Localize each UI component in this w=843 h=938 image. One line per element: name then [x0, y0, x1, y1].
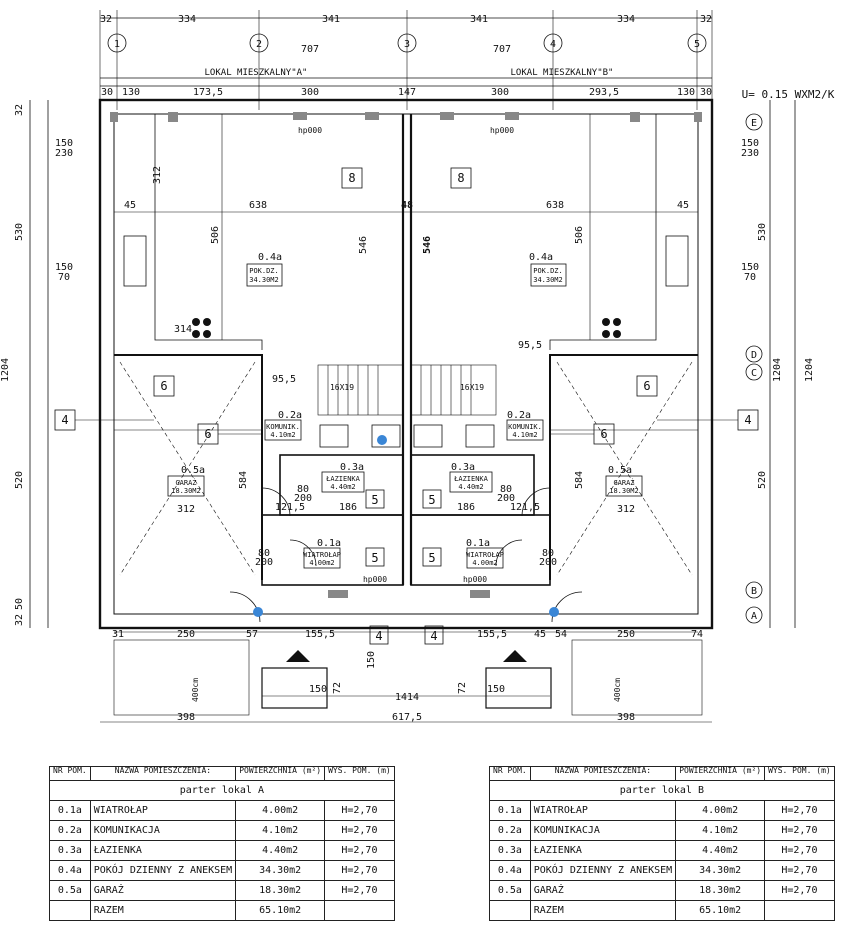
dim-interior-186-a: 186 — [338, 502, 358, 513]
cell-nr: 0.4a — [490, 861, 531, 881]
dim-left-32-top: 32 — [14, 103, 25, 117]
dim-interior-584-b: 584 — [574, 470, 585, 490]
header-nr: NR POM. — [490, 767, 531, 781]
dim-bottom-57: 57 — [245, 629, 259, 640]
room-name-0-5a-a: GARAŻ — [175, 479, 197, 487]
room-table-lokal-a — [49, 766, 395, 921]
table-row — [50, 841, 395, 861]
dim-right-150: 150 — [740, 138, 760, 149]
total-label: RAZEM — [530, 901, 675, 921]
lokal-b-label: LOKAL MIESZKALNY"B" — [510, 68, 614, 78]
dim-interior-638-a: 638 — [248, 200, 268, 211]
dim-interior-95-5-a: 95,5 — [271, 374, 297, 385]
dim-left-150: 150 — [54, 138, 74, 149]
dim-interior-80-b: 80 — [499, 484, 513, 495]
dim-interior-16x19-b: 16X19 — [459, 383, 485, 392]
cell-nr: 0.2a — [50, 821, 91, 841]
room-number-4-b: 4 — [744, 413, 752, 427]
dim-top-3: 341 — [469, 14, 489, 25]
header-area: POWIERZCHNIA (m²) — [676, 767, 765, 781]
axis-c: C — [750, 368, 758, 379]
cell-height: H=2,70 — [325, 881, 395, 901]
dim-interior-95-5-b: 95,5 — [517, 340, 543, 351]
room-area-0-2a-b: 4.10m2 — [512, 431, 538, 439]
table-row — [490, 881, 835, 901]
table-row — [50, 801, 395, 821]
header-height: WYS. POM. (m) — [765, 767, 835, 781]
dim-bottom-45: 45 — [533, 629, 547, 640]
dim-left-32-bottom: 32 — [14, 613, 25, 627]
cell-area: 4.40m2 — [236, 841, 325, 861]
axis-1: 1 — [113, 39, 121, 50]
cell-nr: 0.3a — [50, 841, 91, 861]
section-title: parter lokal B — [490, 781, 835, 801]
room-area-0-4a-a: 34.30M2 — [249, 276, 279, 284]
room-number-5-a: 5 — [371, 551, 379, 565]
room-name-0-1a-b: WIATROŁAP — [466, 551, 504, 559]
dim-interior-121-5-b: 121,5 — [509, 502, 541, 513]
header-height: WYS. POM. (m) — [325, 767, 395, 781]
dim-second-2: 173,5 — [192, 87, 224, 98]
dim-interior-506-b: 506 — [574, 225, 585, 245]
room-area-0-2a-a: 4.10m2 — [270, 431, 296, 439]
header-name: NAZWA POMIESZCZENIA: — [90, 767, 235, 781]
cell-nr: 0.1a — [490, 801, 531, 821]
cell-area: 4.40m2 — [676, 841, 765, 861]
room-number-5-c: 5 — [371, 493, 379, 507]
cell-name: KOMUNIKACJA — [530, 821, 675, 841]
room-code-0-2a-a: 0.2a — [277, 410, 303, 421]
cell-area: 4.10m2 — [676, 821, 765, 841]
cell-nr: 0.4a — [50, 861, 91, 881]
cell-nr: 0.2a — [490, 821, 531, 841]
dim-second-4: 147 — [397, 87, 417, 98]
cell-area: 4.00m2 — [236, 801, 325, 821]
room-table-lokal-b — [489, 766, 835, 921]
table-total-row — [50, 901, 395, 921]
dim-left-50: 50 — [14, 597, 25, 611]
dim-second-8: 30 — [699, 87, 713, 98]
total-area: 65.10m2 — [676, 901, 765, 921]
dim-bottom-72-a: 72 — [332, 681, 343, 695]
room-name-0-2a-a: KOMUNIK. — [266, 423, 300, 431]
header-name: NAZWA POMIESZCZENIA: — [530, 767, 675, 781]
dim-interior-80-a: 80 — [296, 484, 310, 495]
u-value-label: U= 0.15 WXM2/K — [741, 88, 835, 101]
axis-b: B — [750, 586, 758, 597]
table-total-row — [490, 901, 835, 921]
cell-nr: 0.3a — [490, 841, 531, 861]
dim-second-7: 130 — [676, 87, 696, 98]
room-area-0-4a-b: 34.30M2 — [533, 276, 563, 284]
cell-area: 4.10m2 — [236, 821, 325, 841]
dim-interior-312: 312 — [152, 165, 163, 185]
dim-bottom-400cm-b: 400cm — [613, 677, 622, 703]
axis-3: 3 — [403, 39, 411, 50]
dim-interior-506-a: 506 — [210, 225, 221, 245]
cell-name: WIATROŁAP — [530, 801, 675, 821]
dim-bottom-617-5: 617,5 — [391, 712, 423, 723]
dim-interior-80-c: 80 — [257, 548, 271, 559]
table-row — [490, 841, 835, 861]
dim-interior-638-b: 638 — [545, 200, 565, 211]
room-code-0-1a-a: 0.1a — [316, 538, 342, 549]
room-name-0-3a-b: ŁAZIENKA — [454, 475, 488, 483]
cell-name: ŁAZIENKA — [90, 841, 235, 861]
dim-right-530: 530 — [757, 222, 768, 242]
dim-interior-584-a: 584 — [238, 470, 249, 490]
cell-height: H=2,70 — [765, 801, 835, 821]
dim-bottom-74: 74 — [690, 629, 704, 640]
header-nr: NR POM. — [50, 767, 91, 781]
cell-area: 34.30m2 — [236, 861, 325, 881]
dim-second-3: 300 — [300, 87, 320, 98]
axis-a: A — [750, 611, 758, 622]
room-area-0-1a-a: 4.00m2 — [309, 559, 335, 567]
table-row — [50, 881, 395, 901]
dim-bottom-150-a: 150 — [366, 650, 377, 670]
cell-nr: 0.5a — [50, 881, 91, 901]
room-code-0-4a-a: 0.4a — [257, 252, 283, 263]
axis-5: 5 — [693, 39, 701, 50]
table-row — [50, 821, 395, 841]
room-area-0-1a-b: 4.00m2 — [472, 559, 498, 567]
dim-bottom-72-b: 72 — [457, 681, 468, 695]
cell-height: H=2,70 — [765, 821, 835, 841]
room-code-0-2a-b: 0.2a — [506, 410, 532, 421]
table-row — [490, 801, 835, 821]
room-name-0-5a-b: GARAŻ — [613, 479, 635, 487]
dim-right-150-b: 150 — [740, 262, 760, 273]
axis-e: E — [750, 118, 758, 129]
cell-name: GARAŻ — [90, 881, 235, 901]
dim-top-1: 334 — [177, 14, 197, 25]
room-number-4-c: 4 — [375, 629, 383, 643]
dim-bottom-150-b: 150 — [308, 684, 328, 695]
dim-bottom-398-a: 398 — [176, 712, 196, 723]
dim-right-70: 70 — [743, 272, 757, 283]
cell-height: H=2,70 — [765, 841, 835, 861]
dim-interior-45-a: 45 — [123, 200, 137, 211]
dim-interior-121-5-a: 121,5 — [274, 502, 306, 513]
dim-left-1204: 1204 — [0, 357, 11, 383]
room-name-0-3a-a: ŁAZIENKA — [326, 475, 360, 483]
table-row — [490, 821, 835, 841]
hp-label-c: hp000 — [362, 575, 388, 584]
dim-interior-186-b: 186 — [456, 502, 476, 513]
room-number-8-a: 8 — [348, 171, 356, 185]
cell-name: POKÓJ DZIENNY Z ANEKSEM — [90, 861, 235, 881]
dim-interior-200-b: 200 — [496, 493, 516, 504]
lokal-a-label: LOKAL MIESZKALNY"A" — [204, 68, 308, 78]
room-name-0-4a-b: POK.DZ. — [533, 267, 563, 275]
cell-area: 4.00m2 — [676, 801, 765, 821]
dim-bottom-155-5-b: 155,5 — [476, 629, 508, 640]
table-row — [490, 861, 835, 881]
dim-interior-312-a: 312 — [176, 504, 196, 515]
dim-707-a: 707 — [300, 44, 320, 55]
room-number-6-c: 6 — [204, 427, 212, 441]
dim-bottom-54: 54 — [554, 629, 568, 640]
hp-label-a: hp000 — [297, 126, 323, 135]
dim-bottom-150-c: 150 — [486, 684, 506, 695]
section-title: parter lokal A — [50, 781, 395, 801]
cell-nr: 0.1a — [50, 801, 91, 821]
dim-right-520: 520 — [757, 470, 768, 490]
cell-area: 18.30m2 — [676, 881, 765, 901]
room-area-0-3a-b: 4.40m2 — [458, 483, 484, 491]
dim-second-6: 293,5 — [588, 87, 620, 98]
axis-2: 2 — [255, 39, 263, 50]
dim-interior-546-a: 546 — [358, 235, 369, 255]
dim-interior-200-a: 200 — [293, 493, 313, 504]
cell-height: H=2,70 — [765, 881, 835, 901]
dim-left-150-b: 150 — [54, 262, 74, 273]
dim-right-1204-a: 1204 — [772, 357, 783, 383]
axis-d: D — [750, 350, 758, 361]
room-code-0-1a-b: 0.1a — [465, 538, 491, 549]
room-name-0-2a-b: KOMUNIK. — [508, 423, 542, 431]
room-number-5-b: 5 — [428, 551, 436, 565]
cell-name: WIATROŁAP — [90, 801, 235, 821]
dim-right-1204-b: 1204 — [804, 357, 815, 383]
dim-left-520: 520 — [14, 470, 25, 490]
dim-left-530: 530 — [14, 222, 25, 242]
room-code-0-5a-a: 0.5a — [180, 465, 206, 476]
cell-height: H=2,70 — [765, 861, 835, 881]
cell-height: H=2,70 — [325, 821, 395, 841]
dim-bottom-155-5-a: 155,5 — [304, 629, 336, 640]
dim-interior-200-d: 200 — [538, 557, 558, 568]
dim-top-0: 32 — [99, 14, 113, 25]
cell-name: GARAŻ — [530, 881, 675, 901]
dim-bottom-31: 31 — [111, 629, 125, 640]
table-row — [50, 861, 395, 881]
dim-second-0: 30 — [100, 87, 114, 98]
cell-name: ŁAZIENKA — [530, 841, 675, 861]
dim-top-5: 32 — [699, 14, 713, 25]
dim-interior-314: 314 — [173, 324, 193, 335]
dim-left-70: 70 — [57, 272, 71, 283]
dim-bottom-398-b: 398 — [616, 712, 636, 723]
dim-top-2: 341 — [321, 14, 341, 25]
dim-top-4: 334 — [616, 14, 636, 25]
cell-area: 18.30m2 — [236, 881, 325, 901]
room-area-0-5a-a: 18.30M2 — [171, 487, 201, 495]
dim-bottom-250-a: 250 — [176, 629, 196, 640]
cell-area: 34.30m2 — [676, 861, 765, 881]
dim-right-230: 230 — [740, 148, 760, 159]
dim-interior-546-b: 546 — [422, 235, 433, 255]
dim-interior-45-b: 45 — [676, 200, 690, 211]
room-code-0-5a-b: 0.5a — [607, 465, 633, 476]
room-name-0-1a-a: WIATROŁAP — [303, 551, 341, 559]
axis-4: 4 — [549, 39, 557, 50]
dim-bottom-1414: 1414 — [394, 692, 420, 703]
cell-name: POKÓJ DZIENNY Z ANEKSEM — [530, 861, 675, 881]
hp-label-d: hp000 — [462, 575, 488, 584]
cell-nr: 0.5a — [490, 881, 531, 901]
total-area: 65.10m2 — [236, 901, 325, 921]
room-number-5-d: 5 — [428, 493, 436, 507]
dim-interior-16x19-a: 16X19 — [329, 383, 355, 392]
dim-left-230: 230 — [54, 148, 74, 159]
room-number-8-b: 8 — [457, 171, 465, 185]
room-number-6-d: 6 — [600, 427, 608, 441]
room-name-0-4a-a: POK.DZ. — [249, 267, 279, 275]
cell-name: KOMUNIKACJA — [90, 821, 235, 841]
dim-bottom-400cm-a: 400cm — [191, 677, 200, 703]
room-area-0-5a-b: 18.30M2 — [609, 487, 639, 495]
dim-second-5: 300 — [490, 87, 510, 98]
room-area-0-3a-a: 4.40m2 — [330, 483, 356, 491]
room-number-6-a: 6 — [160, 379, 168, 393]
hp-label-b: hp000 — [489, 126, 515, 135]
room-code-0-4a-b: 0.4a — [528, 252, 554, 263]
room-number-4-d: 4 — [430, 629, 438, 643]
cell-height: H=2,70 — [325, 861, 395, 881]
cell-height: H=2,70 — [325, 841, 395, 861]
room-code-0-3a-b: 0.3a — [450, 462, 476, 473]
total-label: RAZEM — [90, 901, 235, 921]
dim-interior-200-c: 200 — [254, 557, 274, 568]
room-code-0-3a-a: 0.3a — [339, 462, 365, 473]
header-area: POWIERZCHNIA (m²) — [236, 767, 325, 781]
dim-707-b: 707 — [492, 44, 512, 55]
dim-interior-48: 48 — [400, 200, 414, 211]
dim-second-1: 130 — [121, 87, 141, 98]
room-number-4-a: 4 — [61, 413, 69, 427]
dim-interior-312-b: 312 — [616, 504, 636, 515]
dim-interior-80-d: 80 — [541, 548, 555, 559]
cell-height: H=2,70 — [325, 801, 395, 821]
dim-bottom-250-b: 250 — [616, 629, 636, 640]
room-number-6-b: 6 — [643, 379, 651, 393]
